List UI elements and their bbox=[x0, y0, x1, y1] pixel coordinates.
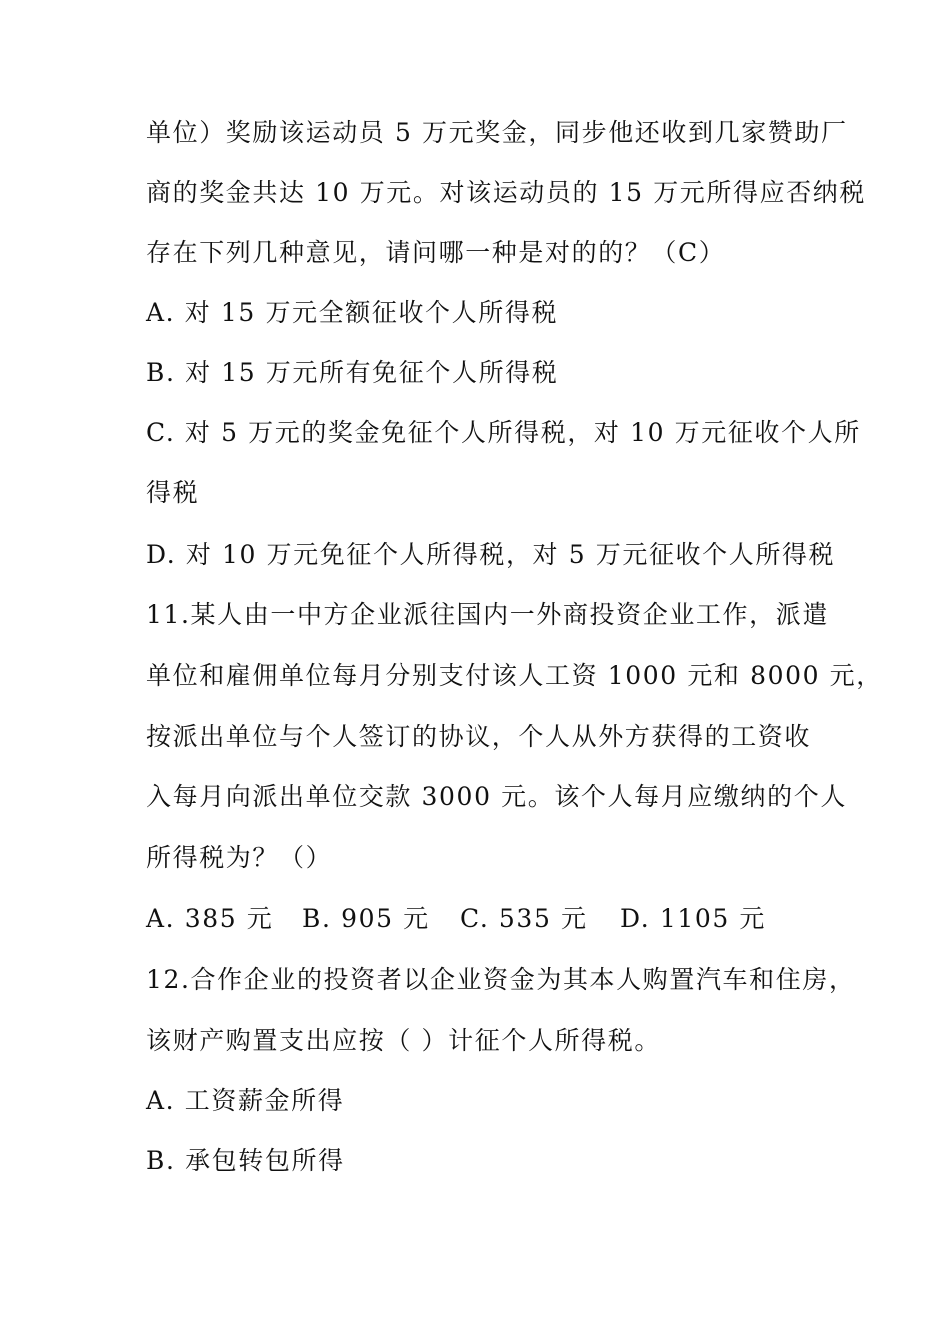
text-line: 单位）奖励该运动员 5 万元奖金，同步他还收到几家赞助厂 bbox=[146, 118, 848, 147]
option-b: B. 对 15 万元所有免征个人所得税 bbox=[146, 358, 559, 387]
choice-d: D. 1105 元 bbox=[620, 904, 767, 933]
text-line: 商的奖金共达 10 万元。对该运动员的 15 万元所得应否纳税 bbox=[146, 178, 867, 207]
choice-c: C. 535 元 bbox=[460, 904, 588, 933]
answer-choices-row bbox=[146, 899, 826, 939]
option-a: A. 对 15 万元全额征收个人所得税 bbox=[146, 298, 559, 327]
text-line: 该财产购置支出应按（ ）计征个人所得税。 bbox=[146, 1026, 661, 1055]
option-b: B. 承包转包所得 bbox=[146, 1146, 345, 1175]
text-line: 入每月向派出单位交款 3000 元。该个人每月应缴纳的个人 bbox=[146, 782, 847, 811]
question-11: 11.某人由一中方企业派往国内一外商投资企业工作，派遣 bbox=[146, 600, 829, 629]
text-line: 单位和雇佣单位每月分别支付该人工资 1000 元和 8000 元， bbox=[146, 661, 883, 690]
option-d: D. 对 10 万元免征个人所得税，对 5 万元征收个人所得税 bbox=[146, 540, 836, 569]
option-a: A. 工资薪金所得 bbox=[146, 1086, 345, 1115]
text-line: 按派出单位与个人签订的协议，个人从外方获得的工资收 bbox=[146, 722, 812, 751]
choice-b: B. 905 元 bbox=[302, 904, 430, 933]
option-c-continued: 得税 bbox=[146, 478, 200, 507]
text-line: 所得税为？（） bbox=[146, 843, 333, 872]
choice-a: A. 385 元 bbox=[146, 904, 274, 933]
option-c: C. 对 5 万元的奖金免征个人所得税，对 10 万元征收个人所 bbox=[146, 418, 861, 447]
question-12: 12.合作企业的投资者以企业资金为其本人购置汽车和住房， bbox=[146, 965, 856, 994]
text-line: 存在下列几种意见，请问哪一种是对的的？（C） bbox=[146, 238, 726, 267]
